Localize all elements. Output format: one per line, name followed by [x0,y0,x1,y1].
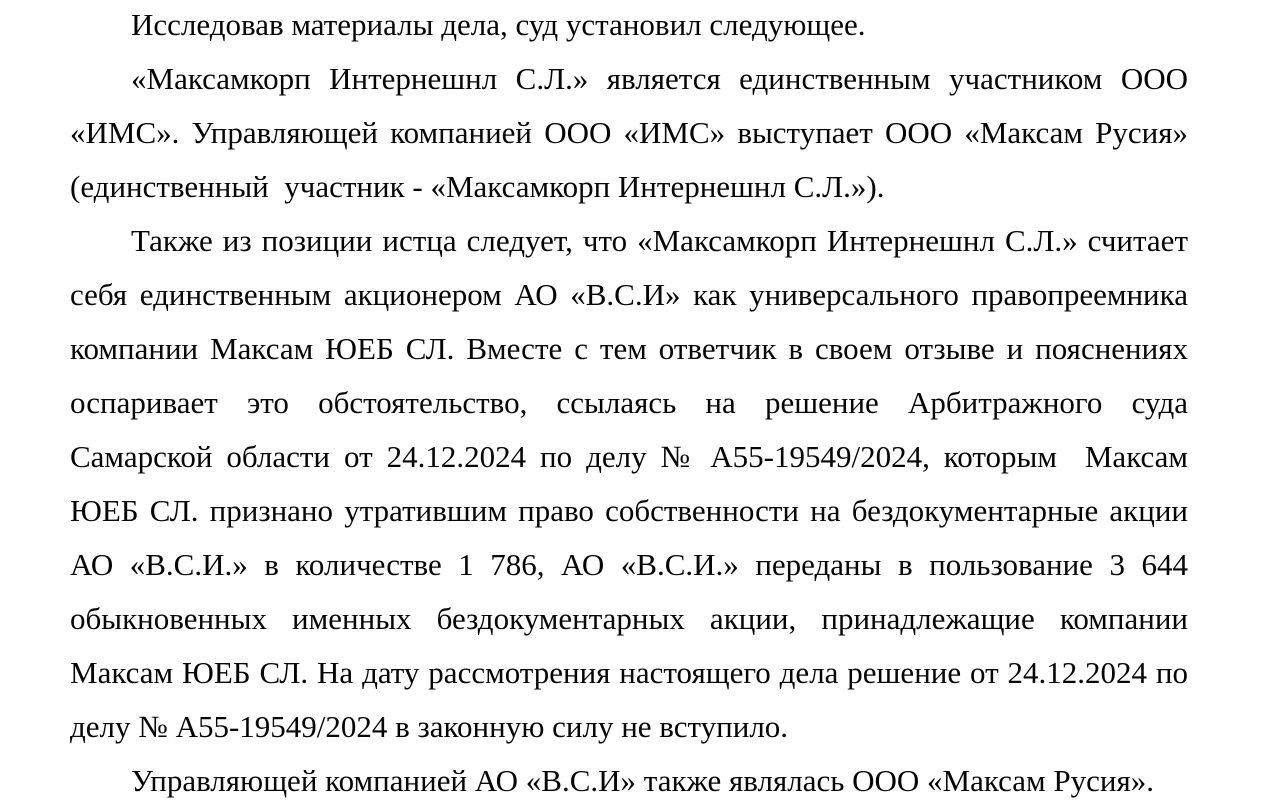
text-line: оспаривает это обстоятельство, ссылаясь на решение Арбитражного суда [70,385,1188,420]
text-line: Управляющей компанией АО «В.С.И» также являлась ООО «Максам Русия». [131,763,1155,798]
text-line: Самарской области от 24.12.2024 по делу № А55-19549/2024, которым Максам [70,439,1188,474]
text-line: (единственный участник - «Максамкорп Интернешнл С.Л.»). [70,169,885,204]
text-line: Также из позиции истца следует, что «Максамкорп Интернешнл С.Л.» считает [131,223,1188,258]
court-decision-text-block [70,0,1188,808]
text-line: Исследовав материалы дела, суд установил следующее. [131,7,866,42]
text-line: обыкновенных именных бездокументарных акции, принадлежащие компании [70,601,1188,636]
text-line: «ИМС». Управляющей компанией ООО «ИМС» выступает ООО «Максам Русия» [70,115,1188,150]
text-line: «Максамкорп Интернешнл С.Л.» является единственным участником ООО [131,61,1188,96]
text-line: себя единственным акционером АО «В.С.И» как универсального правопреемника [70,277,1188,312]
text-line: делу № А55-19549/2024 в законную силу не вступило. [70,709,789,744]
text-line: ЮЕБ СЛ. признано утратившим право собственности на бездокументарные акции [70,493,1188,528]
text-line: АО «В.С.И.» в количестве 1 786, АО «В.С.И.» переданы в пользование 3 644 [70,547,1188,582]
text-line: компании Максам ЮЕБ СЛ. Вместе с тем ответчик в своем отзыве и пояснениях [70,331,1188,366]
text-line: Максам ЮЕБ СЛ. На дату рассмотрения настоящего дела решение от 24.12.2024 по [70,655,1188,690]
